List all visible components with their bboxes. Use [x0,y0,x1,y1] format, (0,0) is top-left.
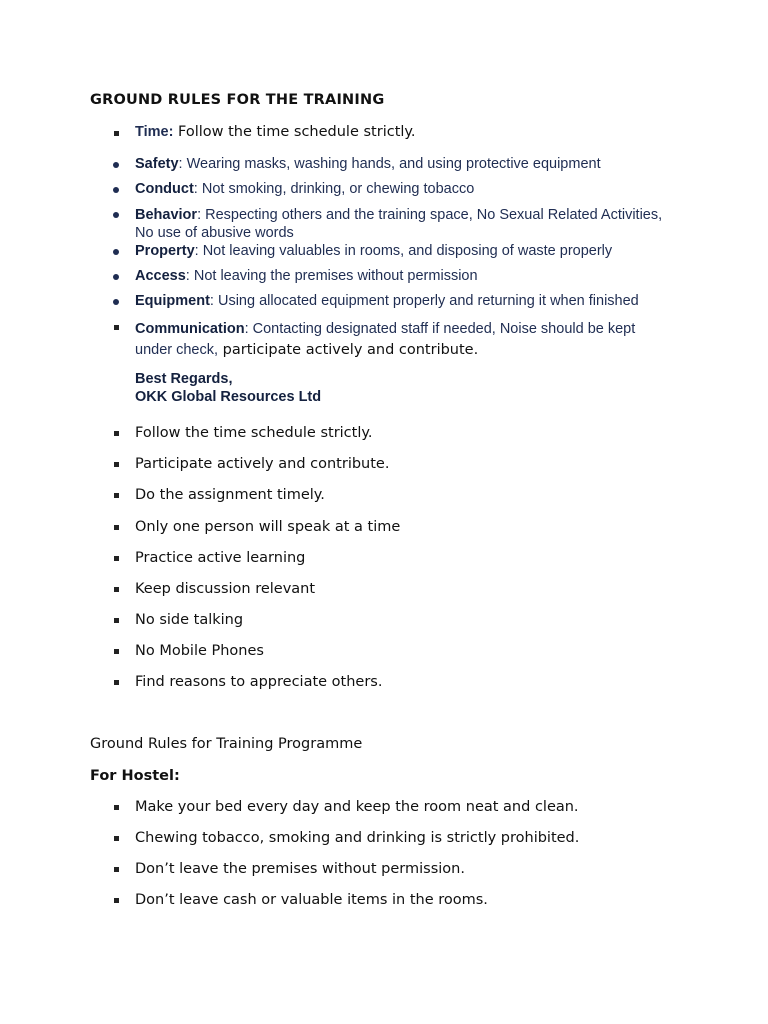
company-name: OKK Global Resources Ltd [135,389,322,405]
item-text: Keep discussion relevant [135,581,316,597]
item-text: Practice active learning [135,550,306,566]
item-text: : Using allocated equipment properly and returning it when finished [209,293,639,309]
regards-line: Best Regards, [135,371,233,387]
square-bullet-icon [114,525,119,530]
item-text: Participate actively and contribute. [135,456,390,472]
square-bullet-icon [114,836,119,841]
item-text: : Respecting others and the training space, No Sexual Related Activities, No use of abusive words [135,207,663,241]
square-bullet-icon [114,587,119,592]
item-text: Do the assignment timely. [135,487,325,503]
item-text: Don’t leave the premises without permission. [135,861,465,877]
dot-bullet-icon [113,249,119,255]
item-text: : Not leaving the premises without permission [185,268,478,284]
item-text: No side talking [135,612,244,628]
item-text: Don’t leave cash or valuable items in the rooms. [135,892,488,908]
square-bullet-icon [114,867,119,872]
item-label: Access [135,268,186,284]
item-text: Only one person will speak at a time [135,519,401,535]
item-label: Communication [135,321,245,337]
page-title: GROUND RULES FOR THE TRAINING [90,92,385,108]
square-bullet-icon [114,649,119,654]
item-text: Make your bed every day and keep the room neat and clean. [135,799,579,815]
item-label: Behavior [135,207,198,223]
dot-bullet-icon [113,187,119,193]
item-label: Conduct [135,181,194,197]
square-bullet-icon [114,618,119,623]
square-bullet-icon [114,556,119,561]
item-text: : Not leaving valuables in rooms, and disposing of waste properly [194,243,613,259]
item-label: Time: [135,124,174,140]
square-bullet-icon [114,131,119,136]
dot-bullet-icon [113,274,119,280]
square-bullet-icon [114,680,119,685]
square-bullet-icon [114,493,119,498]
square-bullet-icon [114,898,119,903]
item-text: Follow the time schedule strictly. [178,124,416,140]
section-title: Ground Rules for Training Programme [90,736,363,752]
item-label: Equipment [135,293,210,309]
item-text: : Not smoking, drinking, or chewing tobacco [193,181,475,197]
item-text-tail: participate actively and contribute. [218,342,479,358]
item-text: Chewing tobacco, smoking and drinking is strictly prohibited. [135,830,580,846]
item-label: Safety [135,156,179,172]
dot-bullet-icon [113,212,119,218]
item-text: No Mobile Phones [135,643,264,659]
dot-bullet-icon [113,299,119,305]
square-bullet-icon [114,325,119,330]
square-bullet-icon [114,462,119,467]
dot-bullet-icon [113,162,119,168]
square-bullet-icon [114,805,119,810]
item-text: : Wearing masks, washing hands, and using protective equipment [178,156,601,172]
item-text: Follow the time schedule strictly. [135,425,373,441]
item-text: Find reasons to appreciate others. [135,674,383,690]
item-text: : Contacting designated staff if needed, Noise should be kept under check, [135,321,636,358]
square-bullet-icon [114,431,119,436]
section-subheading: For Hostel: [90,768,180,784]
item-label: Property [135,243,195,259]
